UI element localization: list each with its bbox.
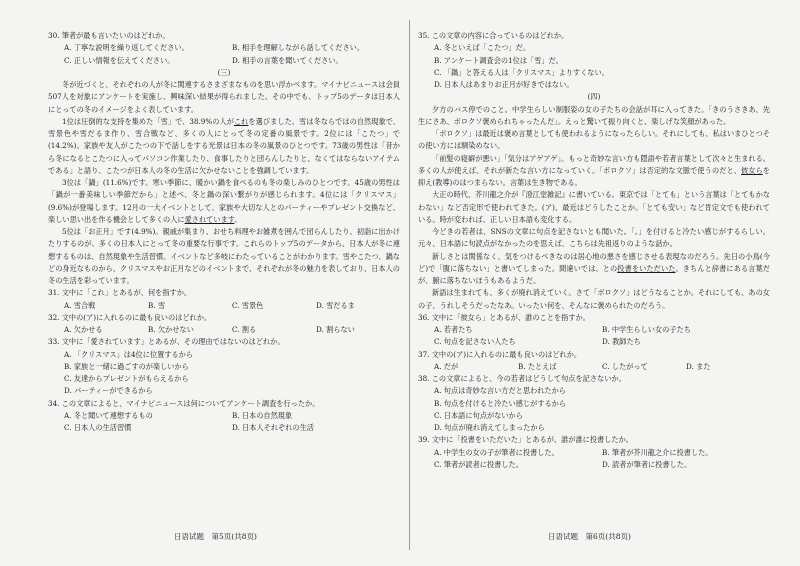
passage-paragraph: 大正の時代、芥川龍之介が『澄江堂雑記』に書いている。東京では「とても」という言葉は「とてもかなわない」など否定形で使われてきた。(ア)、最近はどうしたことか。「とても安い」など肯定文でも使われている。時が変われば、正しい日本語も変化する。 [418,190,770,224]
option-c: C. 筆者が読者に投書した。 [434,459,523,469]
question-34-options [48,410,400,435]
question-35-options [418,42,770,91]
option-c: C. 「鍋」と答える人は「クリスマス」よりすくない。 [434,67,609,77]
option-b: B. 中学生らしい女の子たち [602,325,691,334]
question-31-options [48,300,400,312]
question-37-stem: 37. 文中の(ア)に入れるのに最も良いのはどれか。 [418,349,582,359]
option-d: D. 日本人はあまりお正月が好きではない。 [434,80,574,89]
underlined-phrase: 彼女ら [741,165,763,175]
option-d: D. 雪だるま [316,300,355,310]
option-d: D. また [686,361,711,371]
option-d: D. 句点が廃れ消えてしまったから [434,423,545,432]
option-c: C. 雪景色 [232,300,264,310]
option-a: A. 若者たち [434,325,473,334]
option-b: B. たとえば [518,361,557,371]
page-footer-left: 日语试题 第5页(共8页) [174,532,257,541]
option-a: A. 冬といえば「こたつ」だ。 [434,43,531,53]
passage-paragraph [418,251,770,288]
option-c: C. 句点を記さない人たち [434,337,516,347]
question-33-stem: 33. 文中に「愛されています」とあるが、その理由ではないのはどれか。 [48,337,285,347]
option-b: B. アンケート調査会の1位は「雪」だ。 [434,55,563,65]
question-39-options [418,447,770,472]
option-a: A. 丁寧な説明を繰り返してください。 [64,43,189,53]
passage-paragraph [418,153,770,190]
option-a: A. 冬と聞いて連想するもの [64,410,153,420]
question-32-stem: 32. 文中の(ア)に入れるのに最も良いのはどれか。 [48,312,212,322]
section-heading-4: (四) [587,92,601,102]
question-34-stem: 34. この文章によると、マイナビニュースは何についてアンケート調査を行ったか。 [48,398,320,408]
right-page [418,30,770,550]
option-b: B. 欠かせない [148,325,194,334]
option-c: C. したがって [602,361,648,371]
question-37-options [418,361,770,373]
question-39-stem: 39. 文中に「投書をいただいた」とあるが、誰が誰に投書したか。 [418,435,633,445]
text-run: を選びました。雪は冬ならではの自然現象で、雪景色や雪だるま作り、雪合戦など、多くの人にとって冬の定番の風景です。2位には「こたつ」で(14.2%)。家族や友人がこたつの下で話しをする光景は日本の冬の風景のひとつです。73歳の男性は「昔から冬になるとこたつに入ってパソコン作業したり、食事したりと団らんしたりと、なくてはならないアイテムである」と語り、こたつが日本人の冬の生活に欠かせないことを強調しています。 [48,116,400,175]
section-heading-3: (三) [217,67,231,77]
page-footer-right: 日语试题 第6页(共8页) [548,532,631,541]
option-b: B. 筆者が芥川龍之介に投書した。 [602,447,713,457]
question-38-options [418,385,770,434]
option-c: C. 割る [232,325,257,334]
option-c: C. 友達からプレゼントがもらえるから [64,374,189,383]
underlined-phrase: 投書をいただいた [617,263,676,273]
option-d: D. 相手の言葉を聞いてください。 [232,55,343,65]
option-c: C. 日本人の生活習慣 [64,423,132,432]
text-run: 3位は「鍋」(11.6%)です。寒い季節に、暖かい鍋を食べるのも冬の楽しみのひとつです。45歳の男性は「鍋が一番美味しい季節だから」と述べ、冬と鍋の深い繋がりが感じられます。4位には「クリスマス」(9.6%)が登場します。12月の一大イベントとして、家族や大切な人とのパーティーやプレゼント交換など、楽しい思い出を作る機会として多くの人に [48,178,400,224]
option-d: D. 教師たち [602,337,641,347]
option-c: C. 日本語に句点がないから [434,410,523,420]
text-run: 。 [234,214,242,224]
question-36-options [418,324,770,349]
option-a: A. 欠かせる [64,325,103,334]
passage-paragraph: 夕方のバス停でのこと。中学生らしい制服姿の女の子たちの会話が耳に入ってきた。「きのうさきあ、先生にさあ、ボロクソ褒められちゃったんだ」。えっと驚いて振り向くと、楽しげな笑顔があった。 [418,104,770,126]
option-a: A. 雪合戦 [64,300,96,310]
option-d: D. 読者が筆者に投書した。 [602,459,692,469]
passage-paragraph [48,116,400,177]
option-b: B. 雪 [148,300,166,310]
question-30-options [48,42,400,67]
question-30-stem: 30. 筆者が最も言いたいのはどれか。 [48,31,170,40]
option-d: D. 割らない [316,325,355,334]
text-run: 1位は圧倒的な支持を集めた「雪」で、38.9%の人が [62,116,234,126]
option-a: A. 句点は奇妙な言い方だと思われたから [434,386,566,396]
option-a: A. だが [434,361,459,371]
text-run: を抑え(教導)のはつまらない。言葉は生き物である。 [418,165,770,187]
passage-paragraph: 冬が近づくと、それぞれの人が冬に関連するさまざまなものを思い浮かべます。マイナビニュースは会員507人を対象にアンケートを実施し、興味深い結果が得られました。その中でも、トップ5のデータは日本人にとっての冬のイメージをよく表しています。 [48,80,400,114]
question-32-options [48,324,400,336]
option-d: D. 日本人それぞれの生活 [232,423,314,432]
question-36-stem: 36. 文中に「彼女ら」とあるが、誰のことを指すか。 [418,312,590,322]
passage-paragraph: 今どきの若者は、SNSの文章に句点を記さないとも聞いた。「。」を付けると冷たい感じがするらしい。元々、日本語に句読点がなかったのを思えば、こちらは先祖返りのような話か。 [418,227,770,249]
underlined-phrase: 愛されています [184,214,235,224]
passage-paragraph [48,177,400,226]
option-a: A. 中学生の女の子が筆者に投書した。 [434,447,559,457]
question-31-stem: 31. 文中に「これ」とあるが、何を指すか。 [48,288,192,298]
option-b: B. 句点を付けると冷たい感じがするから [434,398,567,408]
text-run: 。きちんと辞書にある言葉だが、腑に落ちないほうもあるようだ。 [418,263,770,285]
option-a: A. 「クリスマス」は4位に位置するから [64,349,194,359]
question-35-stem: 35. この文章の内容に合っているのはどれか。 [418,31,569,40]
passage-paragraph: 新語は生まれても、多くが廃れ消えていく。さて「ボロクソ」はどうなることか。それにしても、あの女の子、うれしそうだったなあ。いったい何を、そんなに褒められたのだろう。 [418,288,770,310]
passage-paragraph: 5位は「お正月」です(4.9%)。親戚が集まり、おせち料理やお雑煮を囲んで団らんしたり、初詣に出かけたりするのが、多くの日本人にとって冬の重要な行事です。これらのトップ5のデータから、日本人が冬に連想するものは、自然現象や生活習慣、イベントなど多岐にわたっていることがわかります。雪やこたつ、鍋などの身近なものから、クリスマスやお正月などのイベントまで、それぞれが冬の魅力を表しており、日本人の冬の生活を彩っています。 [48,227,400,285]
option-d: D. パーティーができるから [64,386,153,396]
question-38-stem: 38. この文章によると、今の若者はどうして句点を記さないか。 [418,374,626,383]
option-b: B. 家族と一緒に過ごすのが楽しいから [64,361,189,371]
page-divider [409,20,410,550]
text-run: 「前髪の寝癖が悪い」「気分はアゲアゲ」。もっと奇妙な言い方も隠語や若者言葉として次々と生まれる。多くの人が使えば、それが新たな言い方になっていく。「ボロクソ」は否定的な文脈で使うのだと、 [418,153,770,175]
text-run: 新しさとは関係なく、気をつけるべきなのは居心地の悪さを感じさせる表現なのだろう。先日の小鳥(今ど)で「腹に落ちない」と書いてしまった。間違いでは、との [418,251,770,273]
question-33-options [48,349,400,398]
option-b: B. 日本の自然現象 [232,410,293,420]
option-b: B. 相手を理解しながら話してください。 [232,43,365,53]
passage-paragraph: 「ボロクソ」は最近は褒め言葉としても使われるようになったらしい。それにしても、私はいまひとつその使い方には馴染めない。 [418,129,770,151]
option-c: C. 正しい情報を伝えてください。 [64,55,175,65]
left-page [48,30,400,550]
underlined-phrase: これ [233,116,249,126]
